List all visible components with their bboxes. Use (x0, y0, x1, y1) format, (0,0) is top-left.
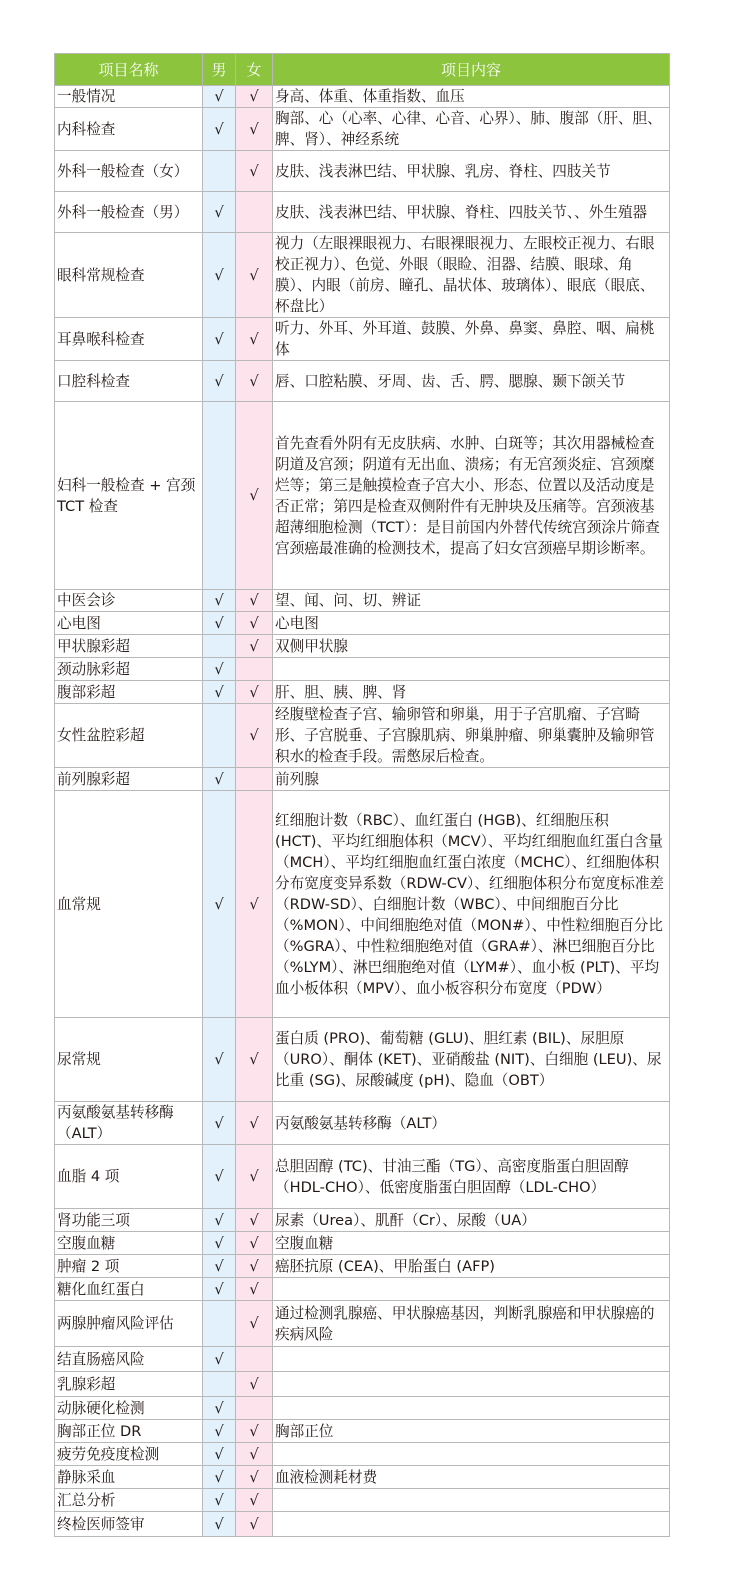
male-check-cell: √ (203, 361, 236, 402)
item-name-cell: 动脉硬化检测 (55, 1397, 203, 1420)
table-row (55, 1466, 670, 1489)
male-check-cell: √ (203, 318, 236, 361)
item-name-cell: 终检医师签审 (55, 1512, 203, 1537)
item-name-cell: 一般情况 (55, 86, 203, 108)
table-row (55, 151, 670, 192)
item-content-cell (273, 1489, 670, 1512)
item-content-cell (273, 1347, 670, 1372)
item-name-cell: 乳腺彩超 (55, 1372, 203, 1397)
table-row (55, 1372, 670, 1397)
item-content-cell: 血液检测耗材费 (273, 1466, 670, 1489)
female-check-cell: √ (236, 590, 273, 612)
female-check-cell: √ (236, 681, 273, 704)
female-check-cell: √ (236, 704, 273, 768)
table-row (55, 192, 670, 233)
table-row (55, 704, 670, 768)
item-name-cell: 空腹血糖 (55, 1232, 203, 1255)
item-name-cell: 甲状腺彩超 (55, 635, 203, 658)
female-check-cell: √ (236, 233, 273, 318)
table-row (55, 1209, 670, 1232)
female-check-cell: √ (236, 1301, 273, 1347)
female-check-cell: √ (236, 1420, 273, 1443)
female-check-cell (236, 658, 273, 681)
male-check-cell: √ (203, 1102, 236, 1145)
item-content-cell: 经腹壁检查子宫、输卵管和卵巢，用于子宫肌瘤、子宫畸形、子宫脱垂、子宫腺肌病、卵巢肿瘤、卵巢囊肿及输卵管积水的检查手段。需憋尿后检查。 (273, 704, 670, 768)
item-name-cell: 女性盆腔彩超 (55, 704, 203, 768)
item-name-cell: 两腺肿瘤风险评估 (55, 1301, 203, 1347)
item-name-cell: 前列腺彩超 (55, 768, 203, 791)
item-content-cell (273, 658, 670, 681)
item-name-cell: 中医会诊 (55, 590, 203, 612)
male-check-cell: √ (203, 108, 236, 151)
male-check-cell (203, 1372, 236, 1397)
female-check-cell: √ (236, 86, 273, 108)
table-row (55, 361, 670, 402)
table-row (55, 1018, 670, 1102)
table-row (55, 1102, 670, 1145)
item-content-cell: 癌胚抗原 (CEA)、甲胎蛋白 (AFP) (273, 1255, 670, 1278)
female-check-cell: √ (236, 1278, 273, 1301)
male-check-cell: √ (203, 1255, 236, 1278)
female-check-cell (236, 768, 273, 791)
item-name-cell: 肿瘤 2 项 (55, 1255, 203, 1278)
male-check-cell: √ (203, 1145, 236, 1209)
item-name-cell: 汇总分析 (55, 1489, 203, 1512)
item-content-cell: 皮肤、浅表淋巴结、甲状腺、乳房、脊柱、四肢关节 (273, 151, 670, 192)
female-check-cell: √ (236, 151, 273, 192)
male-check-cell: √ (203, 86, 236, 108)
table-row (55, 1420, 670, 1443)
table-row (55, 402, 670, 590)
item-name-cell: 尿常规 (55, 1018, 203, 1102)
table-row (55, 318, 670, 361)
item-name-cell: 肾功能三项 (55, 1209, 203, 1232)
item-name-cell: 心电图 (55, 612, 203, 635)
table-row (55, 681, 670, 704)
table-row (55, 233, 670, 318)
item-content-cell: 望、闻、问、切、辨证 (273, 590, 670, 612)
item-name-cell: 血常规 (55, 791, 203, 1018)
table-row (55, 658, 670, 681)
item-content-cell: 胸部、心（心率、心律、心音、心界）、肺、腹部（肝、胆、脾、肾）、神经系统 (273, 108, 670, 151)
female-check-cell: √ (236, 1209, 273, 1232)
item-content-cell: 丙氨酸氨基转移酶（ALT） (273, 1102, 670, 1145)
male-check-cell: √ (203, 1443, 236, 1466)
male-check-cell: √ (203, 1209, 236, 1232)
male-check-cell: √ (203, 1278, 236, 1301)
male-check-cell (203, 151, 236, 192)
table-row (55, 590, 670, 612)
item-content-cell: 心电图 (273, 612, 670, 635)
female-check-cell: √ (236, 318, 273, 361)
table-row (55, 791, 670, 1018)
male-check-cell (203, 704, 236, 768)
item-content-cell: 前列腺 (273, 768, 670, 791)
female-check-cell (236, 1397, 273, 1420)
table-row (55, 1278, 670, 1301)
item-name-cell: 糖化血红蛋白 (55, 1278, 203, 1301)
table-row (55, 86, 670, 108)
item-content-cell: 通过检测乳腺癌、甲状腺癌基因，判断乳腺癌和甲状腺癌的疾病风险 (273, 1301, 670, 1347)
item-content-cell: 听力、外耳、外耳道、鼓膜、外鼻、鼻窦、鼻腔、咽、扁桃体 (273, 318, 670, 361)
item-name-cell: 耳鼻喉科检查 (55, 318, 203, 361)
item-name-cell: 静脉采血 (55, 1466, 203, 1489)
item-name-cell: 疲劳免疫度检测 (55, 1443, 203, 1466)
item-content-cell: 唇、口腔粘膜、牙周、齿、舌、腭、腮腺、颞下颌关节 (273, 361, 670, 402)
male-check-cell: √ (203, 1420, 236, 1443)
female-check-cell (236, 1347, 273, 1372)
female-check-cell: √ (236, 1102, 273, 1145)
table-row (55, 1255, 670, 1278)
table-row (55, 635, 670, 658)
item-name-cell: 外科一般检查（男） (55, 192, 203, 233)
header-female: 女 (236, 54, 273, 86)
male-check-cell: √ (203, 1397, 236, 1420)
male-check-cell: √ (203, 681, 236, 704)
checkup-items-table (54, 53, 670, 1537)
table-row (55, 1397, 670, 1420)
item-name-cell: 眼科常规检查 (55, 233, 203, 318)
table-row (55, 1347, 670, 1372)
item-content-cell (273, 1443, 670, 1466)
item-content-cell (273, 1278, 670, 1301)
item-content-cell: 肝、胆、胰、脾、肾 (273, 681, 670, 704)
female-check-cell: √ (236, 1443, 273, 1466)
table-row (55, 1232, 670, 1255)
female-check-cell: √ (236, 1145, 273, 1209)
female-check-cell: √ (236, 1372, 273, 1397)
item-content-cell (273, 1372, 670, 1397)
male-check-cell: √ (203, 791, 236, 1018)
item-content-cell: 视力（左眼裸眼视力、右眼裸眼视力、左眼校正视力、右眼校正视力）、色觉、外眼（眼睑、泪器、结膜、眼球、角膜）、内眼（前房、瞳孔、晶状体、玻璃体）、眼底（眼底、杯盘比） (273, 233, 670, 318)
header-item-name: 项目名称 (55, 54, 203, 86)
male-check-cell (203, 635, 236, 658)
item-content-cell: 双侧甲状腺 (273, 635, 670, 658)
table-row (55, 1489, 670, 1512)
female-check-cell: √ (236, 1255, 273, 1278)
female-check-cell: √ (236, 108, 273, 151)
table-row (55, 1145, 670, 1209)
male-check-cell: √ (203, 192, 236, 233)
item-name-cell: 内科检查 (55, 108, 203, 151)
female-check-cell: √ (236, 1466, 273, 1489)
item-name-cell: 妇科一般检查 + 宫颈 TCT 检查 (55, 402, 203, 590)
table-row (55, 1512, 670, 1537)
female-check-cell: √ (236, 1232, 273, 1255)
table-row (55, 108, 670, 151)
item-content-cell: 尿素（Urea）、肌酐（Cr）、尿酸（UA） (273, 1209, 670, 1232)
male-check-cell (203, 1301, 236, 1347)
item-name-cell: 外科一般检查（女） (55, 151, 203, 192)
male-check-cell: √ (203, 612, 236, 635)
male-check-cell: √ (203, 1466, 236, 1489)
male-check-cell: √ (203, 1347, 236, 1372)
item-content-cell: 总胆固醇 (TC)、甘油三酯（TG）、高密度脂蛋白胆固醇（HDL-CHO）、低密度脂蛋白胆固醇（LDL-CHO） (273, 1145, 670, 1209)
item-content-cell: 皮肤、浅表淋巴结、甲状腺、脊柱、四肢关节、、外生殖器 (273, 192, 670, 233)
male-check-cell: √ (203, 768, 236, 791)
table-header-row (55, 54, 670, 86)
female-check-cell: √ (236, 361, 273, 402)
item-name-cell: 腹部彩超 (55, 681, 203, 704)
item-content-cell: 首先查看外阴有无皮肤病、水肿、白斑等；其次用器械检查阴道及宫颈；阴道有无出血、溃疡；有无宫颈炎症、宫颈糜烂等；第三是触摸检查子宫大小、形态、位置以及活动度是否正常；第四是检查双侧附件有无肿块及压痛等。宫颈液基超薄细胞检测（TCT）：是目前国内外替代传统宫颈涂片筛查宫颈癌最准确的检测技术，提高了妇女宫颈癌早期诊断率。 (273, 402, 670, 590)
table-row (55, 1301, 670, 1347)
male-check-cell: √ (203, 590, 236, 612)
item-content-cell: 空腹血糖 (273, 1232, 670, 1255)
table-row (55, 612, 670, 635)
female-check-cell: √ (236, 1489, 273, 1512)
male-check-cell (203, 402, 236, 590)
item-content-cell: 红细胞计数（RBC）、血红蛋白 (HGB)、红细胞压积 (HCT)、平均红细胞体积（MCV）、平均红细胞血红蛋白含量（MCH）、平均红细胞血红蛋白浓度（MCHC）、红细胞体积分布宽度变异系数（RDW-CV）、红细胞体积分布宽度标准差（RDW-SD）、白细胞计数（WBC）、中间细胞百分比（%MON）、中间细胞绝对值（MON#）、中性粒细胞百分比（%GRA）、中性粒细胞绝对值（GRA#）、淋巴细胞百分比（%LYM）、淋巴细胞绝对值（LYM#）、血小板 (PLT)、平均血小板体积（MPV）、血小板容积分布宽度（PDW） (273, 791, 670, 1018)
item-content-cell: 蛋白质 (PRO)、葡萄糖 (GLU)、胆红素 (BIL)、尿胆原（URO）、酮体 (KET)、亚硝酸盐 (NIT)、白细胞 (LEU)、尿比重 (SG)、尿酸碱度 (pH)、隐血（OBT） (273, 1018, 670, 1102)
item-name-cell: 丙氨酸氨基转移酶（ALT） (55, 1102, 203, 1145)
female-check-cell: √ (236, 612, 273, 635)
male-check-cell: √ (203, 658, 236, 681)
item-name-cell: 胸部正位 DR (55, 1420, 203, 1443)
header-item-content: 项目内容 (273, 54, 670, 86)
female-check-cell (236, 192, 273, 233)
male-check-cell: √ (203, 1232, 236, 1255)
male-check-cell: √ (203, 1018, 236, 1102)
item-name-cell: 结直肠癌风险 (55, 1347, 203, 1372)
male-check-cell: √ (203, 233, 236, 318)
female-check-cell: √ (236, 402, 273, 590)
female-check-cell: √ (236, 1018, 273, 1102)
male-check-cell: √ (203, 1512, 236, 1537)
table-row (55, 768, 670, 791)
female-check-cell: √ (236, 635, 273, 658)
item-name-cell: 口腔科检查 (55, 361, 203, 402)
female-check-cell: √ (236, 1512, 273, 1537)
item-name-cell: 颈动脉彩超 (55, 658, 203, 681)
item-content-cell: 身高、体重、体重指数、血压 (273, 86, 670, 108)
header-male: 男 (203, 54, 236, 86)
table-row (55, 1443, 670, 1466)
item-content-cell (273, 1397, 670, 1420)
female-check-cell: √ (236, 791, 273, 1018)
male-check-cell: √ (203, 1489, 236, 1512)
item-content-cell (273, 1512, 670, 1537)
item-name-cell: 血脂 4 项 (55, 1145, 203, 1209)
item-content-cell: 胸部正位 (273, 1420, 670, 1443)
